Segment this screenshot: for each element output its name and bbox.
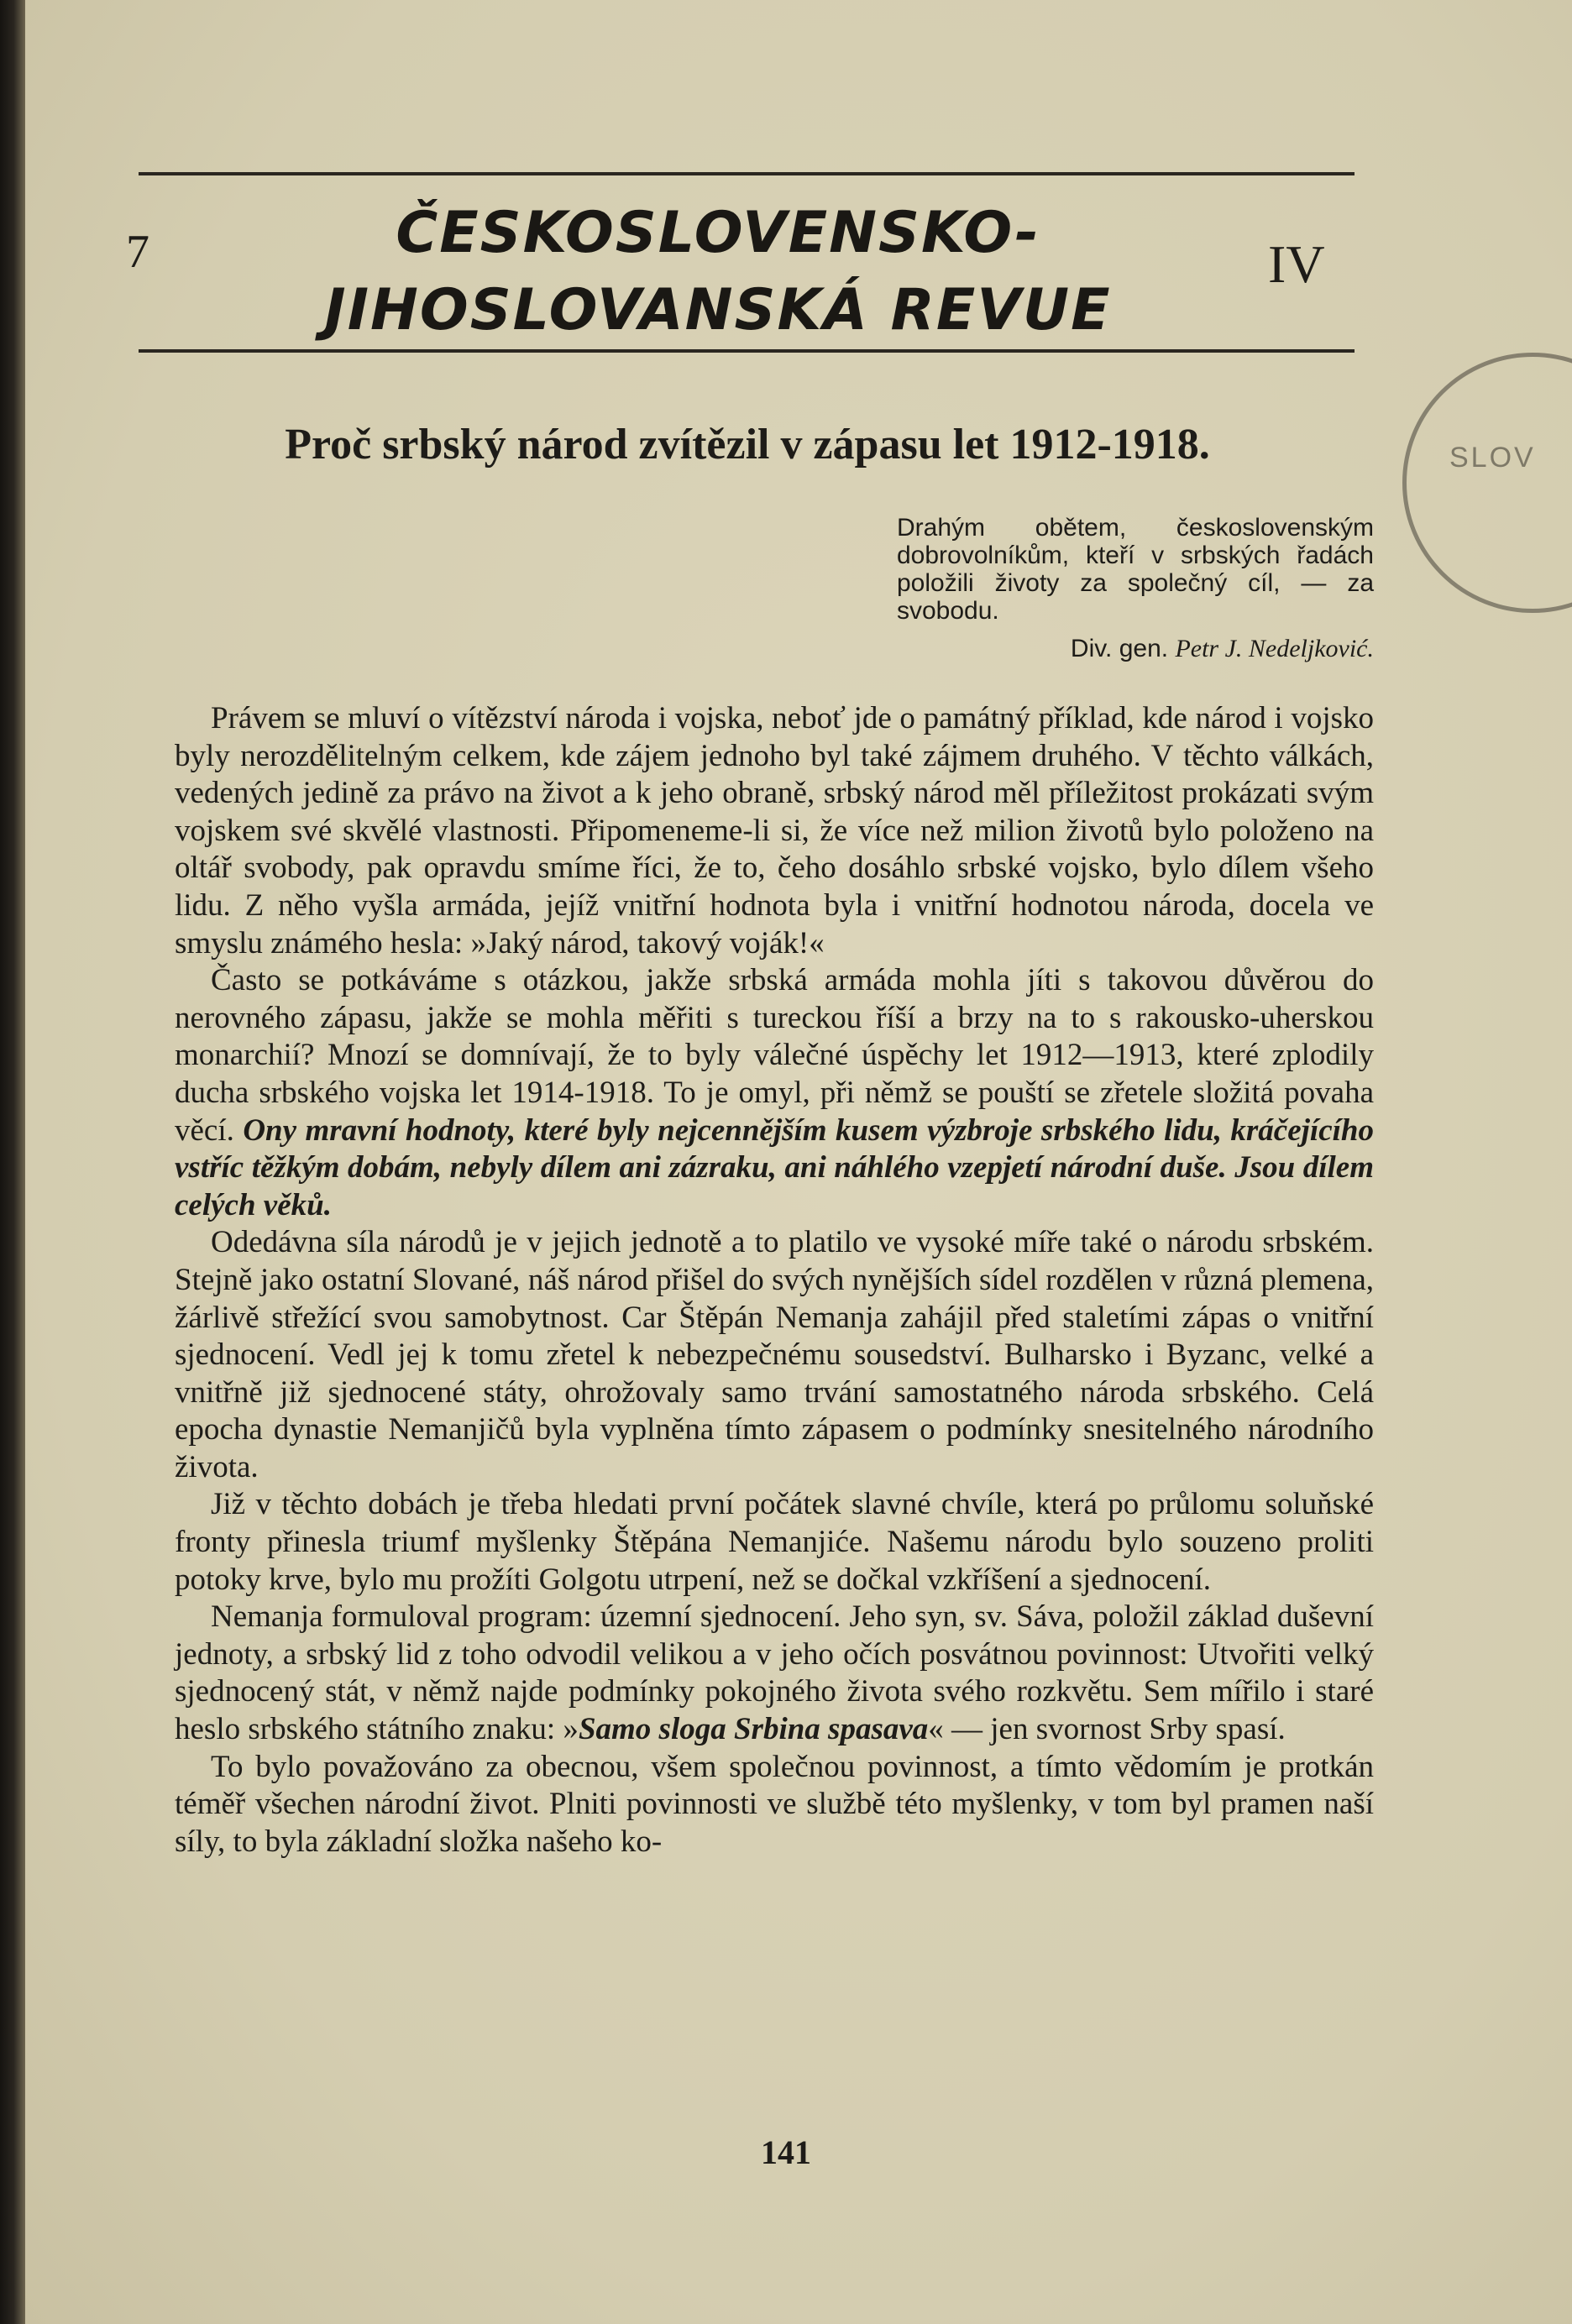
paragraph	[175, 1599, 1374, 1748]
header-rule-bottom	[139, 349, 1355, 353]
article-title: Proč srbský národ zvítězil v zápasu let 1912-1918.	[285, 421, 1210, 468]
paragraph-text: « — jen svornost Srby spasí.	[928, 1712, 1286, 1747]
paragraph-text: Nemanja formuloval program: územní sjednocení. Jeho syn, sv. Sáva, položil základ duševní jednoty, a srbský lid z toho odvodil velikou a v jeho očích posvátnou povinnost: Utvořiti velký sjednocený stát, v němž najde podmínky pokojného života svého rozkvětu. Sem mířilo i staré heslo srbského státního znaku: »	[175, 1599, 1374, 1747]
author-rank: Div. gen.	[1070, 635, 1169, 662]
volume-number: IV	[1268, 234, 1325, 294]
masthead-line-1: ČESKOSLOVENSKO-	[396, 200, 1040, 266]
author-name: Petr J. Nedeljković.	[1175, 635, 1374, 662]
library-stamp-text: SLOV	[1449, 442, 1536, 474]
dedication: Drahým obětem, československým dobrovolníkům, kteří v srbských řadách položili životy za společný cíl, — za svobodu.	[897, 514, 1374, 625]
paragraph-text: Často se potkáváme s otázkou, jakže srbská armáda mohla jíti s takovou důvěrou do nerovného zápasu, jakže se mohla měřiti s tureckou říší a brzy na to s rakousko-uherskou monarchií? Mnozí se domnívají, že to byly válečné úspěchy let 1912—1913, které zplodily ducha srbského vojska let 1914-1918. To je omyl, při němž se pouští se zřetele složitá povaha věcí.	[175, 963, 1374, 1148]
motto: Samo sloga Srbina spasava	[578, 1712, 929, 1747]
book-spine	[0, 0, 25, 2324]
masthead-line-2: JIHOSLOVANSKÁ REVUE	[324, 277, 1112, 343]
header-rule-top	[139, 172, 1355, 175]
masthead	[252, 195, 1184, 349]
page-number: 141	[761, 2133, 811, 2171]
issue-number: 7	[126, 226, 149, 278]
paragraph	[175, 962, 1374, 1224]
paragraph: To bylo považováno za obecnou, všem společnou povinnost, a tímto vědomím je protkán téměř všechen národní život. Plniti povinnosti ve službě této myšlenky, v tom byl pramen naší síly, to byla základní složka našeho ko-	[175, 1749, 1374, 1859]
paragraph: Právem se mluví o vítězství národa i vojska, neboť jde o památný příklad, kde národ i vojsko byly nerozdělitelným celkem, kde zájem jednoho byl také zájmem druhého. V těchto válkách, vedených jedině za právo na život a k jeho obraně, srbský národ měl příležitost prokázati svým vojskem své skvělé vlastnosti. Připomeneme-li si, že více než milion životů bylo položeno na oltář svobody, pak opravdu smíme říci, že to, čeho dosáhlo srbské vojsko, bylo dílem všeho lidu. Z něho vyšla armáda, jejíž vnitřní hodnota byla i vnitřní hodnotou národa, docela ve smyslu známého hesla: »Jaký národ, takový voják!«	[175, 701, 1374, 960]
paragraph-emphasis: Ony mravní hodnoty, které byly nejcennějším kusem výzbroje srbského lidu, kráčejícího vstříc těžkým dobám, nebyly dílem ani zázraku, ani náhlého vzepjetí národní duše. Jsou dílem celých věků.	[175, 1112, 1374, 1222]
author-signature	[897, 635, 1374, 663]
paragraph: Již v těchto dobách je třeba hledati první počátek slavné chvíle, která po průlomu soluňské fronty přinesla triumf myšlenky Štěpána Nemanjiće. Našemu národu bylo souzeno proliti potoky krve, bylo mu prožíti Golgotu utrpení, než se dočkal vzkříšení a sjednocení.	[175, 1487, 1374, 1597]
article-body	[175, 700, 1374, 1861]
paragraph: Odedávna síla národů je v jejich jednotě a to platilo ve vysoké míře také o národu srbském. Stejně jako ostatní Slované, náš národ přišel do svých nynějších sídel rozdělen v různá plemena, žárlivě střežící svou samobytnost. Car Štěpán Nemanja zahájil před staletími zápas o vnitřní sjednocení. Vedl jej k tomu zřetel k nebezpečnému sousedství. Bulharsko i Byzanc, velké a vnitřně již sjednocené státy, ohrožovaly samo trvání samostatného národa srbského. Celá epocha dynastie Nemanjičů byla vyplněna tímto zápasem o podmínky snesitelného národního života.	[175, 1225, 1374, 1484]
